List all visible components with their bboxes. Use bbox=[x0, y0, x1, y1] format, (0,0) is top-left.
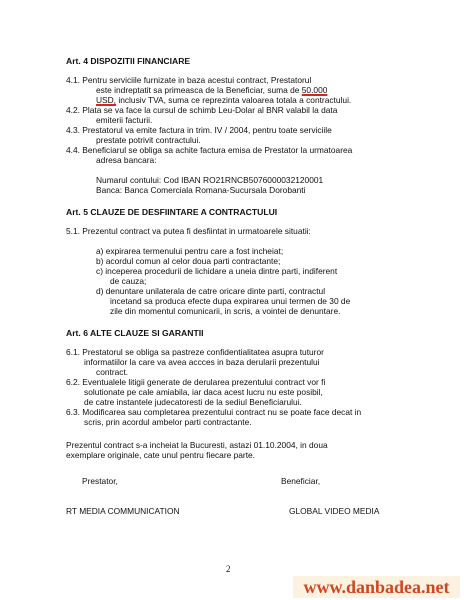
art6-line: informatiilor la care va avea accces in baza derularii prezentului bbox=[84, 357, 320, 367]
art6-line: solutionate pe cale amiabila, iar daca acest lucru nu este posibil, bbox=[84, 387, 323, 397]
art6-heading: Art. 6 ALTE CLAUZE SI GARANTII bbox=[66, 328, 204, 338]
currency-value: USD, bbox=[96, 95, 117, 105]
art5-line: c) inceperea procedurii de lichidare a uneia dintre parti, indiferent bbox=[96, 266, 338, 276]
beneficiar-name: GLOBAL VIDEO MEDIA bbox=[289, 506, 380, 516]
art4-line: prestate potrivit contractului. bbox=[96, 135, 201, 145]
art5-line: b) acordul comun al celor doua parti contractante; bbox=[96, 256, 281, 266]
art6-line: 6.2. Eventualele litigii generate de derularea prezentului contract vor fi bbox=[66, 377, 326, 387]
bank-account: Numarul contului: Cod IBAN RO21RNCB5076000032120001 bbox=[96, 175, 324, 185]
beneficiar-role: Beneficiar, bbox=[281, 476, 321, 486]
art5-line: zile din momentul comunicarii, in scris, a vointei de denuntare. bbox=[110, 306, 341, 316]
art4-line: emiterii facturii. bbox=[96, 115, 153, 125]
page-number: 2 bbox=[226, 564, 231, 574]
watermark-link[interactable]: www.danbadea.net bbox=[293, 576, 460, 598]
art6-line: 6.3. Modificarea sau completarea prezentului contract nu se poate face decat in bbox=[66, 407, 362, 417]
art4-line: este indreptatit sa primeasca de la Beneficiar, suma de 50.000 bbox=[96, 85, 328, 95]
prestator-role: Prestator, bbox=[82, 476, 118, 486]
art4-line: USD, inclusiv TVA, suma ce reprezinta valoarea totala a contractului. bbox=[96, 95, 352, 105]
art6-line: scris, prin acordul ambelor parti contractante. bbox=[84, 417, 252, 427]
art5-line: incetand sa produca efecte dupa expirarea unui termen de 30 de bbox=[110, 296, 351, 306]
amount-value: 50.000 bbox=[301, 85, 328, 95]
art4-line: 4.3. Prestatorul va emite factura in trim. IV / 2004, pentru toate serviciile bbox=[66, 125, 332, 135]
closing-line: Prezentul contract s-a incheiat la Bucuresti, astazi 01.10.2004, in doua bbox=[66, 440, 328, 450]
art4-line: 4.1. Pentru serviciile furnizate in baza acestui contract, Prestatorul bbox=[66, 75, 312, 85]
art5-line: d) denuntare unilaterala de catre oricare dinte parti, contractul bbox=[96, 286, 326, 296]
bank-name: Banca: Banca Comerciala Romana-Sucursala Dorobanti bbox=[96, 185, 306, 195]
art4-line: adresa bancara: bbox=[96, 155, 157, 165]
closing-line: exemplare originale, cate unul pentru fiecare parte. bbox=[66, 450, 256, 460]
art5-line: de cauza; bbox=[110, 276, 147, 286]
art4-line: 4.4. Beneficiarul se obliga sa achite factura emisa de Prestator la urmatoarea bbox=[66, 145, 353, 155]
art5-line: 5.1. Prezentul contract va putea fi desfiintat in urmatoarele situatii: bbox=[66, 226, 311, 236]
art6-line: contract. bbox=[96, 367, 129, 377]
art4-heading: Art. 4 DISPOZITII FINANCIARE bbox=[66, 56, 191, 66]
art5-line: a) expirarea termenului pentru care a fost incheiat; bbox=[96, 246, 284, 256]
art4-line: 4.2. Plata se va face la cursul de schimb Leu-Dolar al BNR valabil la data bbox=[66, 105, 338, 115]
art6-line: de catre instantele judecatoresti de la sediul Beneficiarului. bbox=[84, 397, 302, 407]
art5-heading: Art. 5 CLAUZE DE DESFIINTARE A CONTRACTULUI bbox=[66, 207, 278, 217]
prestator-name: RT MEDIA COMMUNICATION bbox=[66, 506, 180, 516]
art6-line: 6.1. Prestatorul se obliga sa pastreze confidentialitatea asupra tuturor bbox=[66, 347, 324, 357]
